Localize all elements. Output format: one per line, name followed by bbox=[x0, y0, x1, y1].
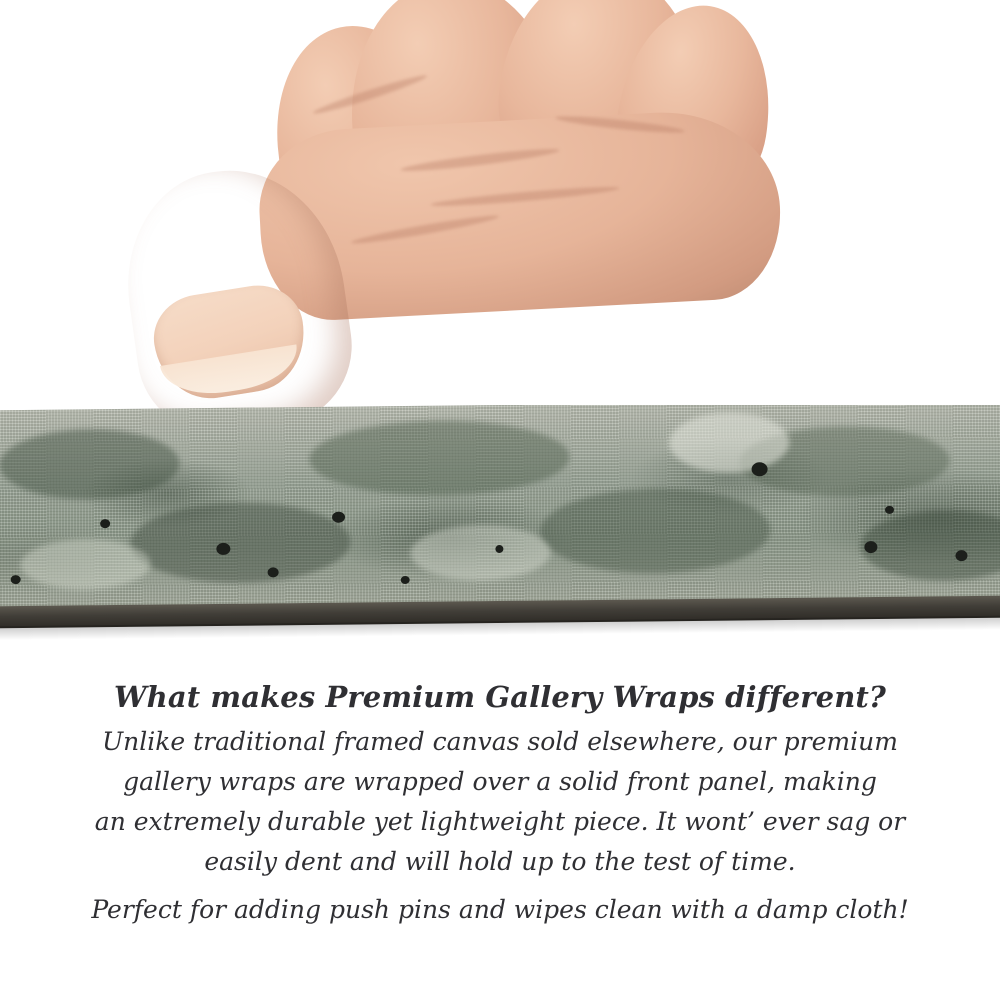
caption-block bbox=[0, 680, 1000, 930]
canvas-speck bbox=[11, 575, 21, 584]
caption-heading: What makes Premium Gallery Wraps different? bbox=[114, 680, 886, 714]
canvas-speck bbox=[268, 567, 279, 577]
caption-line-5: Perfect for adding push pins and wipes clean with a damp cloth! bbox=[91, 895, 909, 924]
canvas-speck bbox=[752, 462, 768, 476]
hand-illustration bbox=[100, 0, 740, 440]
canvas-speck bbox=[864, 541, 877, 553]
canvas-printed-face bbox=[0, 405, 1000, 622]
caption-line-3: an extremely durable yet lightweight piece. It wont’ ever sag or bbox=[94, 807, 906, 836]
canvas-speck bbox=[216, 543, 230, 555]
canvas-speck bbox=[401, 576, 410, 584]
canvas-speck bbox=[955, 550, 967, 561]
canvas-speck bbox=[100, 519, 110, 528]
caption-line-1: Unlike traditional framed canvas sold elsewhere, our premium bbox=[102, 727, 898, 756]
caption-line-2: gallery wraps are wrapped over a solid front panel, making bbox=[123, 767, 877, 796]
canvas-wrap-edge bbox=[0, 405, 1000, 640]
canvas-speck bbox=[332, 512, 345, 523]
caption-line-4: easily dent and will hold up to the test of time. bbox=[204, 847, 796, 876]
canvas-speck bbox=[495, 545, 503, 553]
canvas-speck bbox=[885, 506, 894, 514]
